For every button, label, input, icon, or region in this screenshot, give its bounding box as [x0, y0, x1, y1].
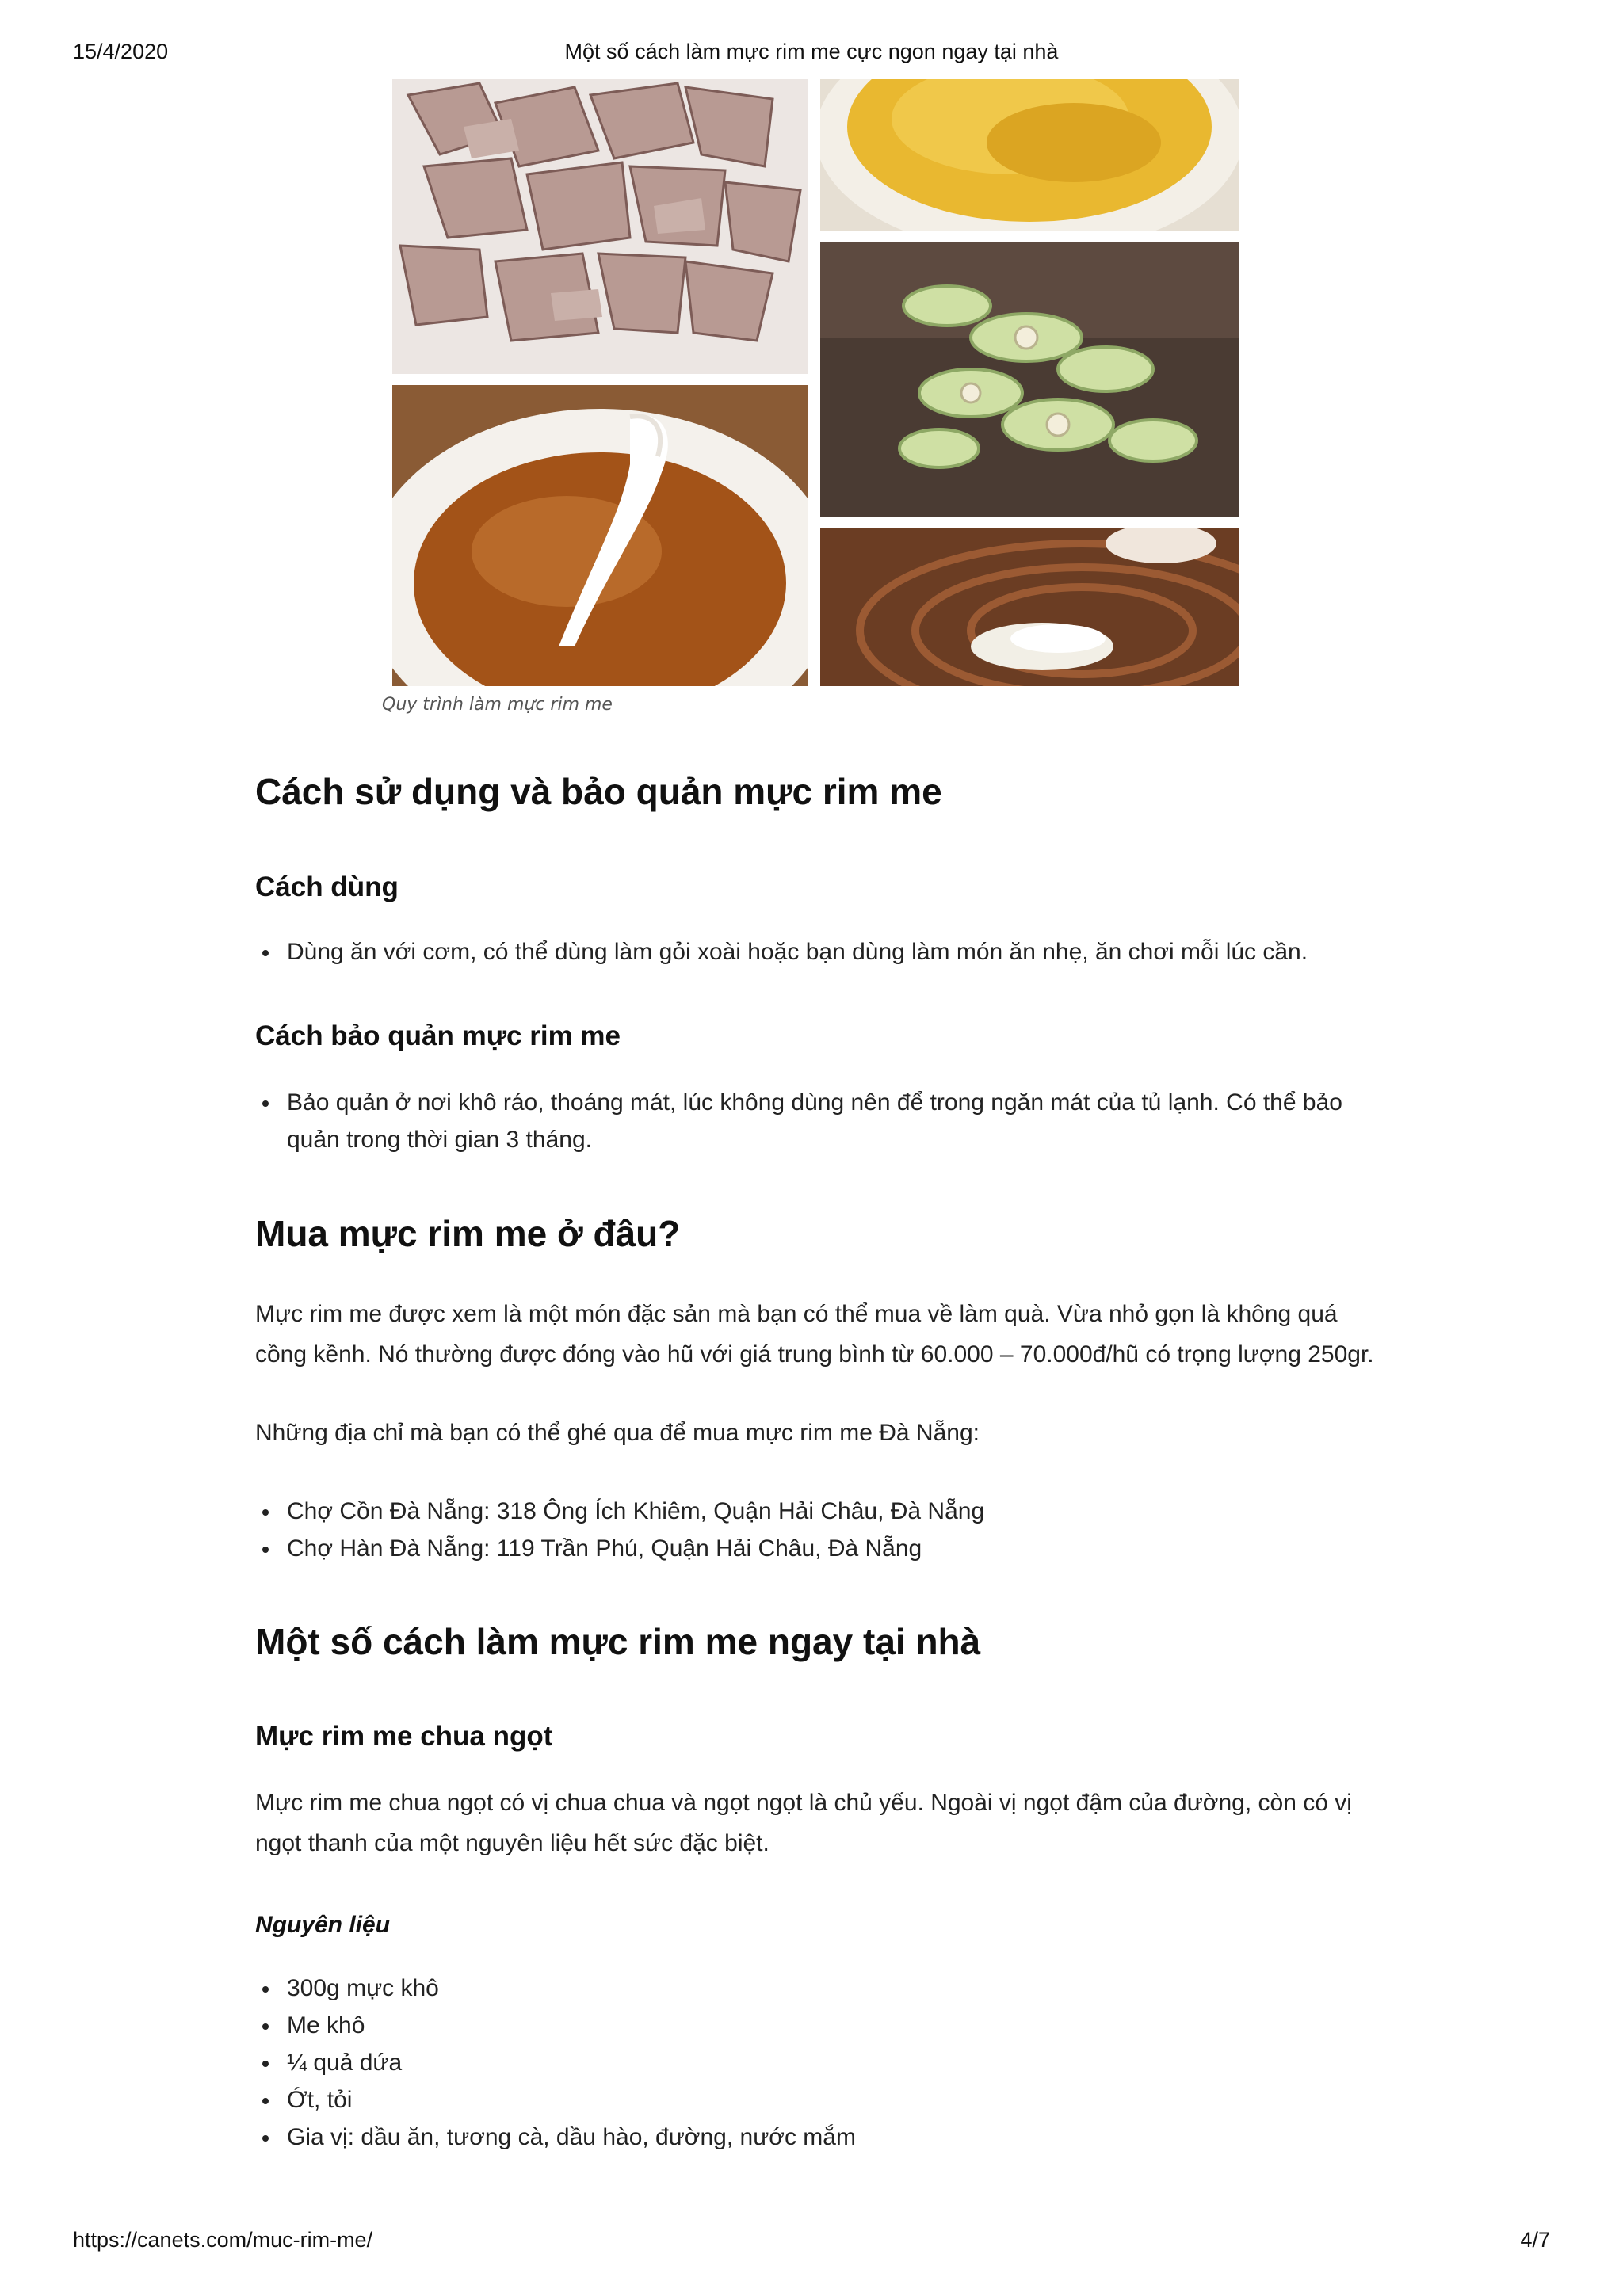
where-to-buy-paragraph: Mực rim me được xem là một món đặc sản mà bạn có thể mua về làm quà. Vừa nhỏ gọn là không quá cồng kềnh. Nó thường được đóng vào hũ với giá trung bình từ 60.000 – 70.000đ/hũ có trọng lượng 250gr.: [255, 1301, 1374, 1367]
minced-garlic-photo: [820, 528, 1239, 686]
heading-recipes: Một số cách làm mực rim me ngay tại nhà: [255, 1621, 981, 1662]
addresses-intro-paragraph: Những địa chỉ mà bạn có thể ghé qua để mua mực rim me Đà Nẵng:: [255, 1420, 980, 1446]
list-item: 300g mực khô: [255, 1970, 1381, 2007]
heading-where-to-buy: Mua mực rim me ở đâu?: [255, 1213, 681, 1254]
list-item: Dùng ăn với cơm, có thể dùng làm gỏi xoài hoặc bạn dùng làm món ăn nhẹ, ăn chơi mỗi lúc cần.: [255, 933, 1381, 971]
how-to-use-list: [255, 933, 1381, 971]
ingredients-list: [255, 1970, 1381, 2156]
sliced-lemongrass-photo: [820, 242, 1239, 517]
shredded-pineapple-photo: [820, 79, 1239, 231]
tamarind-sauce-photo: [392, 385, 808, 686]
ingredients-heading: Nguyên liệu: [255, 1912, 391, 1938]
subheading-how-to-use: Cách dùng: [255, 871, 399, 902]
print-date: 15/4/2020: [73, 40, 169, 63]
how-to-store-list: [255, 1084, 1381, 1158]
subheading-sweet-sour: Mực rim me chua ngọt: [255, 1721, 553, 1752]
heading-usage: Cách sử dụng và bảo quản mực rim me: [255, 771, 942, 812]
list-item: Chợ Cồn Đà Nẵng: 318 Ông Ích Khiêm, Quận Hải Châu, Đà Nẵng: [255, 1493, 1381, 1530]
page-number: 4/7: [1520, 2228, 1550, 2252]
figure-caption: Quy trình làm mực rim me: [382, 695, 613, 715]
list-item: Bảo quản ở nơi khô ráo, thoáng mát, lúc không dùng nên để trong ngăn mát của tủ lạnh. Có thể bảo quản trong thời gian 3 tháng.: [255, 1084, 1381, 1158]
list-item: Me khô: [255, 2007, 1381, 2044]
list-item: ¼ quả dứa: [255, 2044, 1381, 2081]
print-title: Một số cách làm mực rim me cực ngon ngay tại nhà: [564, 40, 1059, 63]
sweet-sour-paragraph: Mực rim me chua ngọt có vị chua chua và ngọt ngọt là chủ yếu. Ngoài vị ngọt đậm của đường, còn có vị ngọt thanh của một nguyên liệu hết sức đặc biệt.: [255, 1790, 1352, 1856]
list-item: Chợ Hàn Đà Nẵng: 119 Trần Phú, Quận Hải Châu, Đà Nẵng: [255, 1530, 1381, 1567]
recipe-photo-collage: [392, 79, 1239, 686]
addresses-list: [255, 1493, 1381, 1567]
dried-squid-photo: [392, 79, 808, 374]
list-item: Gia vị: dầu ăn, tương cà, dầu hào, đường, nước mắm: [255, 2119, 1381, 2156]
print-url: https://canets.com/muc-rim-me/: [73, 2228, 373, 2252]
subheading-how-to-store: Cách bảo quản mực rim me: [255, 1020, 621, 1051]
list-item: Ớt, tỏi: [255, 2081, 1381, 2119]
